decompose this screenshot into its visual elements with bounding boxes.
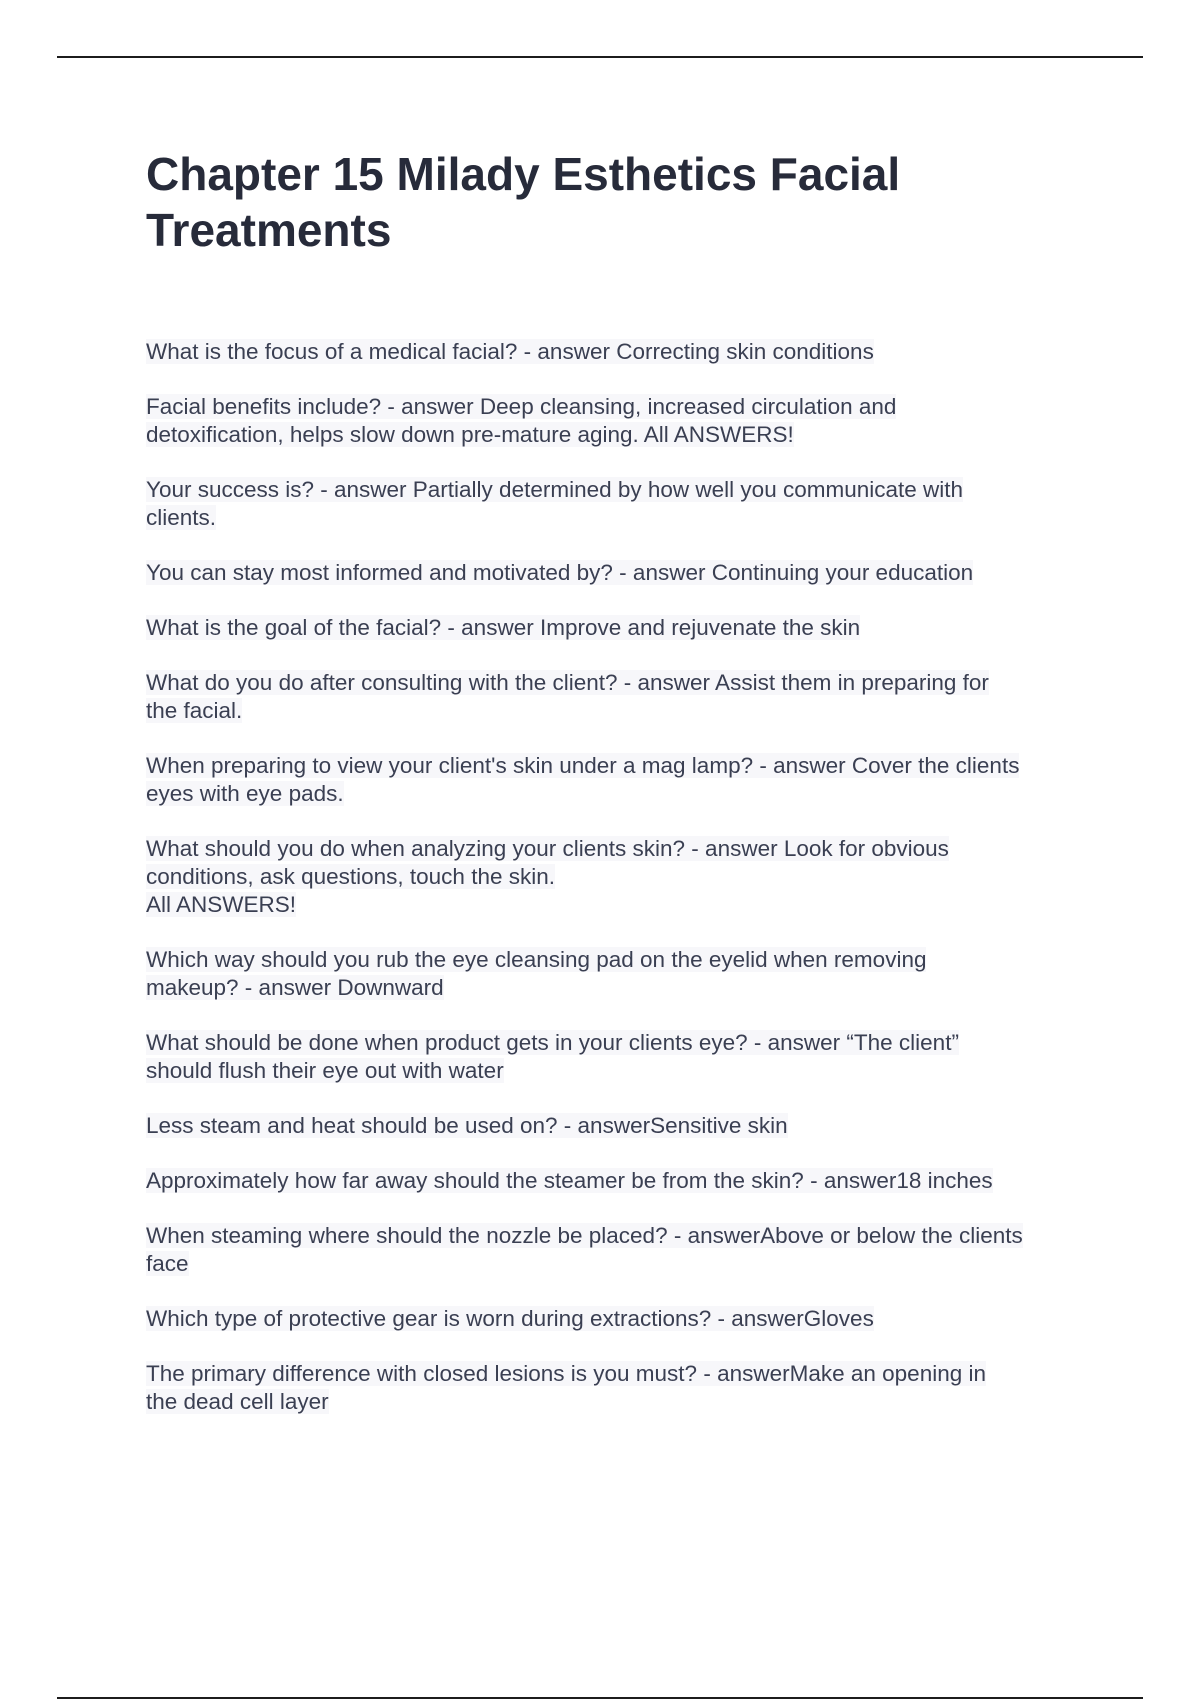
- qa-line: When steaming where should the nozzle be placed? - answerAbove or below the clients: [146, 1223, 1023, 1248]
- qa-item: [146, 1167, 1096, 1195]
- qa-item: [146, 835, 1096, 919]
- qa-line: When preparing to view your client's skin under a mag lamp? - answer Cover the clients: [146, 753, 1020, 778]
- qa-line: Which type of protective gear is worn during extractions? - answerGloves: [146, 1306, 874, 1331]
- qa-item: [146, 1029, 1096, 1085]
- qa-line: detoxification, helps slow down pre-mature aging. All ANSWERS!: [146, 422, 794, 447]
- qa-item: [146, 1222, 1096, 1278]
- qa-item: [146, 1112, 1096, 1140]
- qa-line: clients.: [146, 505, 217, 530]
- qa-item: [146, 752, 1096, 808]
- qa-item: [146, 669, 1096, 725]
- qa-list: [146, 338, 1096, 1443]
- qa-line: What is the focus of a medical facial? - answer Correcting skin conditions: [146, 339, 874, 364]
- qa-item: [146, 1305, 1096, 1333]
- qa-line: The primary difference with closed lesions is you must? - answerMake an opening in: [146, 1361, 986, 1386]
- qa-line: What do you do after consulting with the client? - answer Assist them in preparing for: [146, 670, 989, 695]
- qa-line: the dead cell layer: [146, 1389, 329, 1414]
- qa-line: face: [146, 1251, 189, 1276]
- qa-line: All ANSWERS!: [146, 892, 297, 917]
- qa-line: Approximately how far away should the steamer be from the skin? - answer18 inches: [146, 1168, 993, 1193]
- qa-line: makeup? - answer Downward: [146, 975, 444, 1000]
- bottom-rule: [57, 1697, 1143, 1699]
- qa-line: Your success is? - answer Partially determined by how well you communicate with: [146, 477, 964, 502]
- qa-line: You can stay most informed and motivated by? - answer Continuing your education: [146, 560, 974, 585]
- qa-item: [146, 614, 1096, 642]
- page-title: [146, 146, 1076, 258]
- qa-item: [146, 476, 1096, 532]
- qa-line: the facial.: [146, 698, 243, 723]
- qa-line: What should be done when product gets in your clients eye? - answer “The client”: [146, 1030, 959, 1055]
- qa-line: Less steam and heat should be used on? - answerSensitive skin: [146, 1113, 788, 1138]
- top-rule: [57, 56, 1143, 58]
- qa-line: should flush their eye out with water: [146, 1058, 504, 1083]
- qa-item: [146, 393, 1096, 449]
- page-title-line-1: Chapter 15 Milady Esthetics Facial: [146, 148, 901, 200]
- qa-line: What is the goal of the facial? - answer Improve and rejuvenate the skin: [146, 615, 861, 640]
- qa-item: [146, 1360, 1096, 1416]
- qa-item: [146, 946, 1096, 1002]
- qa-item: [146, 338, 1096, 366]
- qa-line: Which way should you rub the eye cleansing pad on the eyelid when removing: [146, 947, 927, 972]
- qa-line: conditions, ask questions, touch the skin.: [146, 864, 555, 889]
- qa-line: What should you do when analyzing your clients skin? - answer Look for obvious: [146, 836, 949, 861]
- qa-line: eyes with eye pads.: [146, 781, 344, 806]
- qa-item: [146, 559, 1096, 587]
- qa-line: Facial benefits include? - answer Deep cleansing, increased circulation and: [146, 394, 897, 419]
- page-title-line-2: Treatments: [146, 204, 392, 256]
